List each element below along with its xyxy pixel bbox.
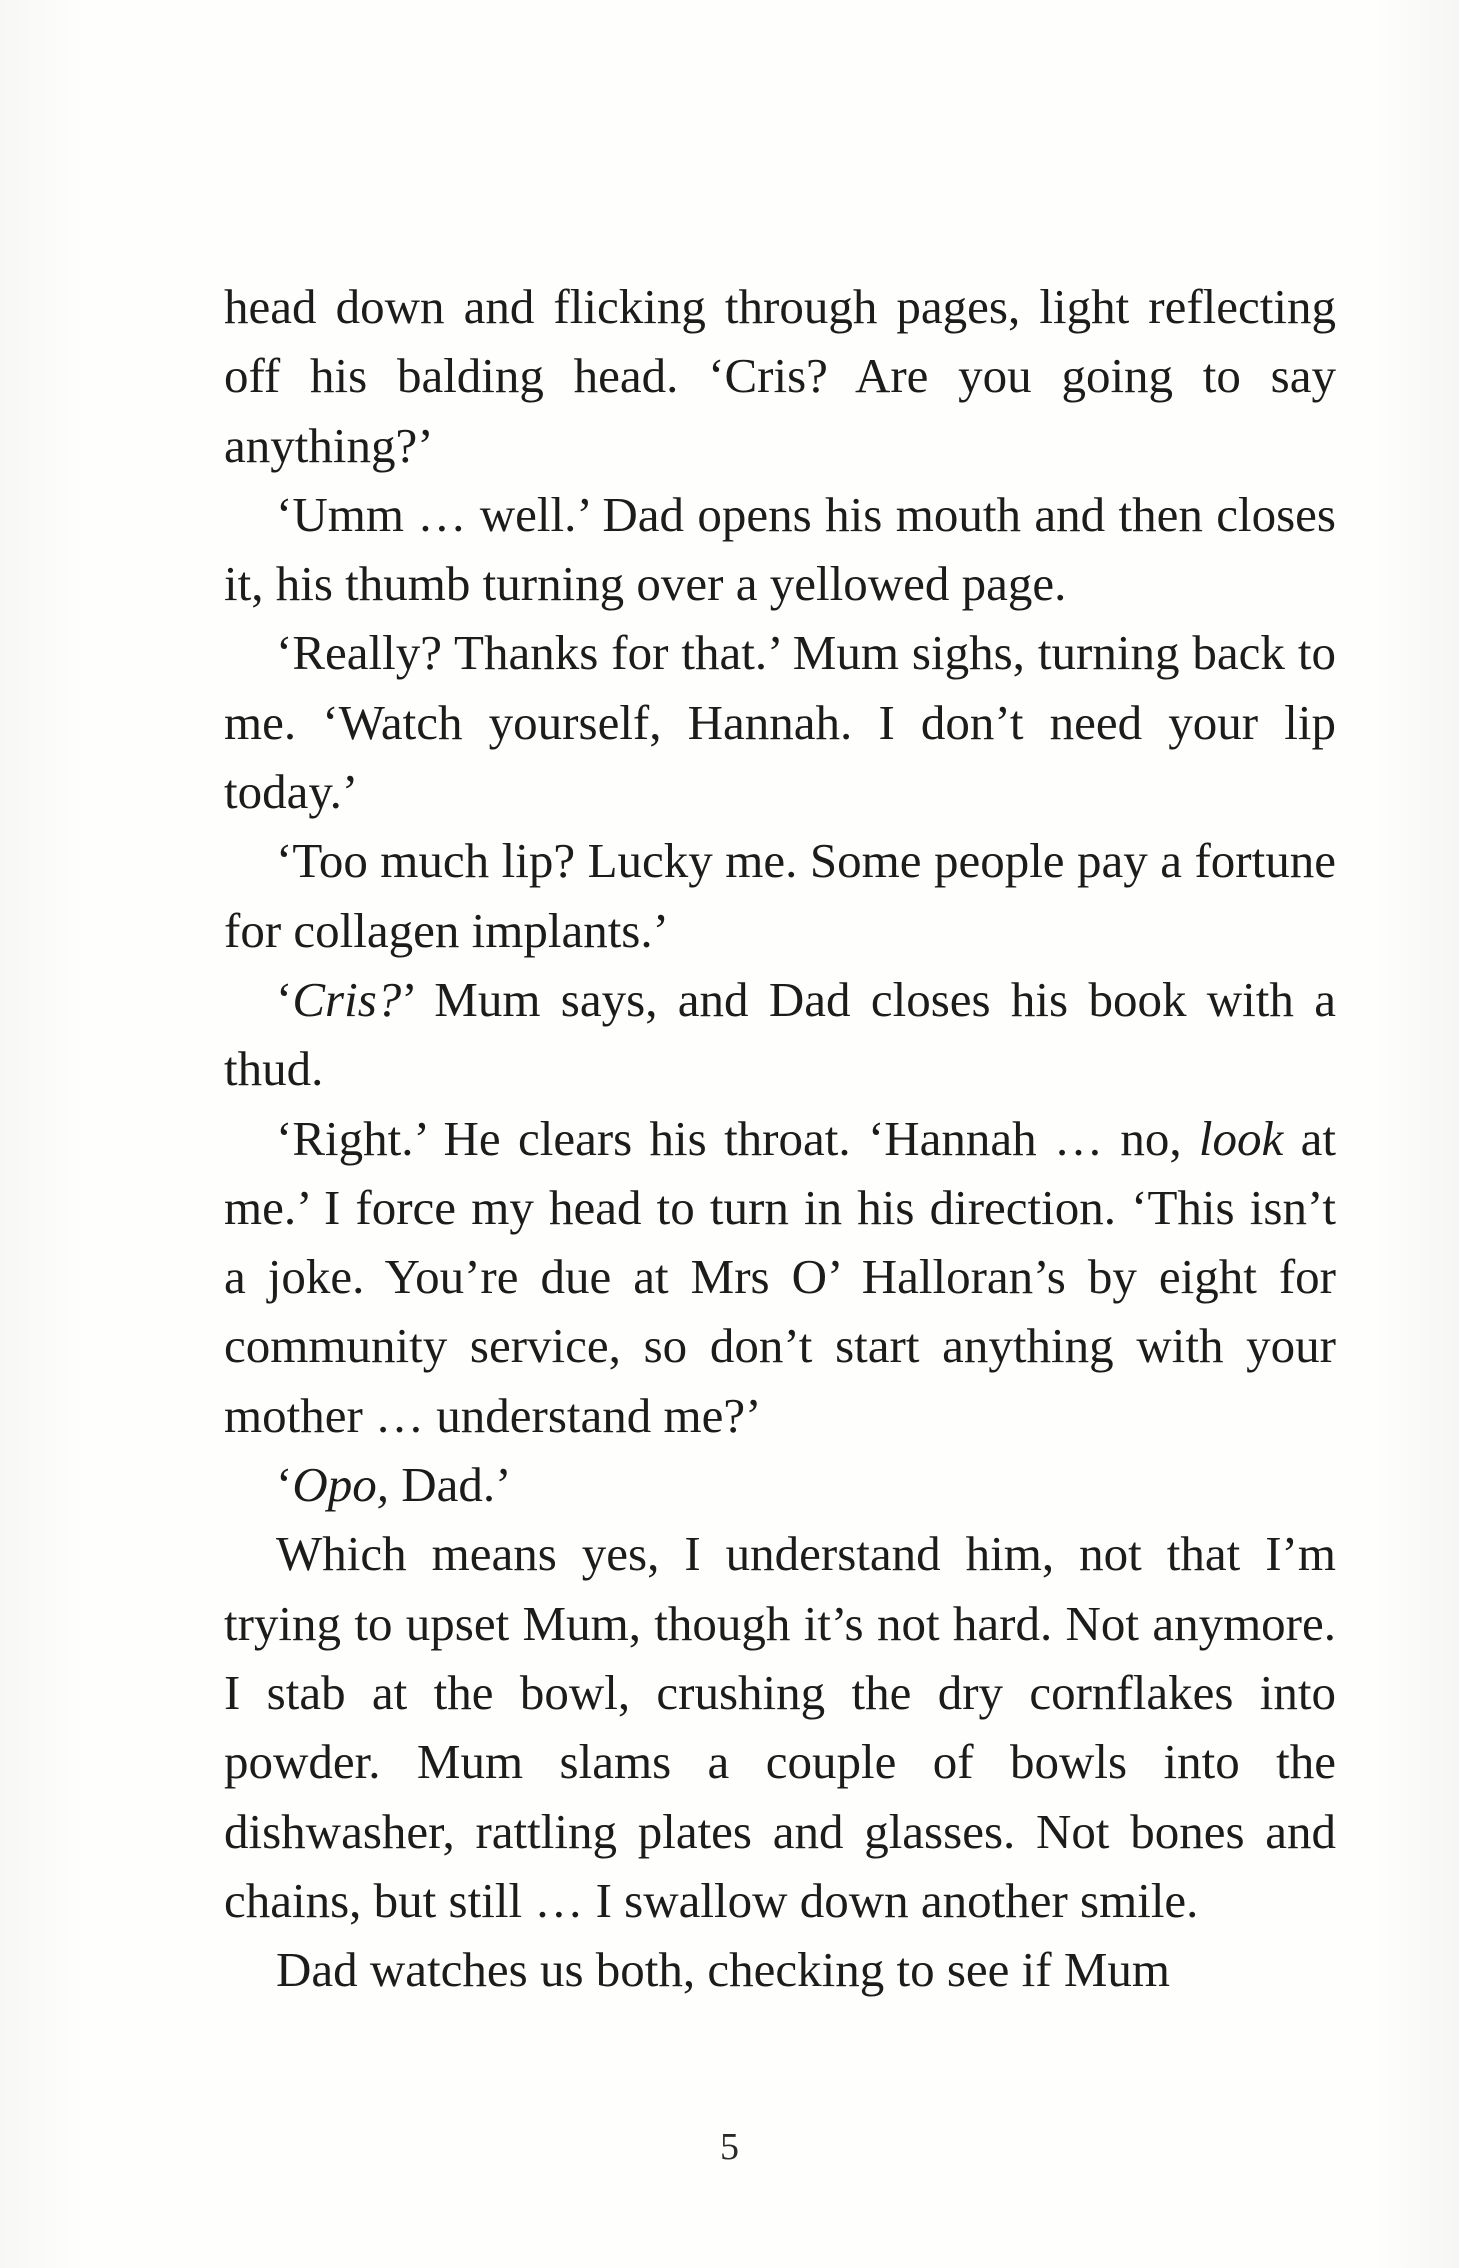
paragraph-3: ‘Really? Thanks for that.’ Mum sighs, turning back to me. ‘Watch yourself, Hannah. I don’t need your lip today.’ xyxy=(224,625,1336,820)
paragraph-8: Which means yes, I understand him, not that I’m trying to upset Mum, though it’s not hard. Not anymore. I stab at the bowl, crushing the dry cornflakes into powder. Mum slams a couple of bowls into the dishwasher, rattling plates and glasses. Not bones and chains, but still … I swallow down another smile. xyxy=(224,1526,1336,1928)
paragraph-6: ‘Right.’ He clears his throat. ‘Hannah … no, look at me.’ I force my head to turn in his direction. ‘This isn’t a joke. You’re due at Mrs O’ Halloran’s by eight for community service, so don’t start anything with your mother … understand me?’ xyxy=(224,1110,1336,1443)
paragraph-1: head down and flicking through pages, light reflecting off his balding head. ‘Cris? Are you going to say anything?’ xyxy=(224,279,1336,473)
paragraph-5: ‘Cris?’ Mum says, and Dad closes his book with a thud. xyxy=(224,971,1336,1097)
italic-text: Opo, xyxy=(292,1457,389,1513)
body-text xyxy=(224,272,1336,2004)
paragraph-2: ‘Umm … well.’ Dad opens his mouth and then closes it, his thumb turning over a yellowed page. xyxy=(224,486,1336,612)
paragraph-7: ‘Opo, Dad.’ xyxy=(276,1457,512,1513)
paragraph-4: ‘Too much lip? Lucky me. Some people pay a fortune for collagen implants.’ xyxy=(224,833,1336,958)
italic-text: look xyxy=(1198,1110,1284,1166)
page-number: 5 xyxy=(720,2126,739,2168)
italic-text: Cris? xyxy=(292,971,402,1027)
paragraph-9: Dad watches us both, checking to see if Mum xyxy=(276,1942,1171,1998)
